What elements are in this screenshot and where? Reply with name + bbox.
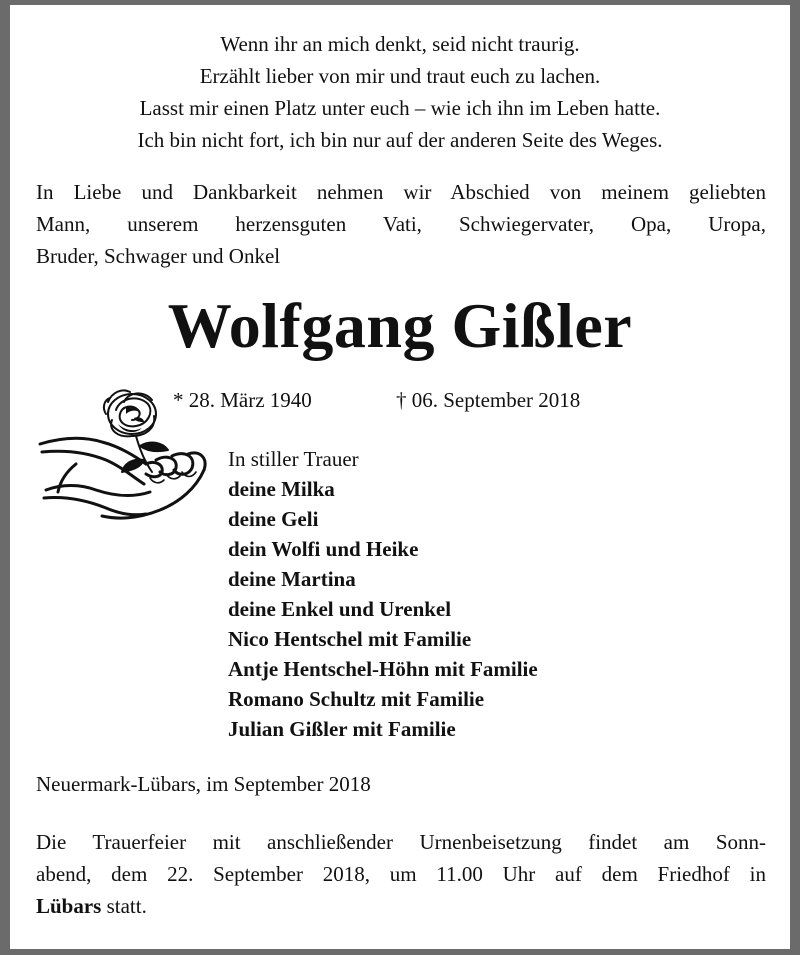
mourner-entry: deine Martina: [228, 567, 356, 591]
service-place: Lübars: [36, 894, 102, 918]
poem-line: Ich bin nicht fort, ich bin nur auf der anderen Seite des Weges.: [137, 128, 663, 152]
mourner-entry: deine Geli: [228, 507, 319, 531]
mourner-entry: deine Milka: [228, 477, 335, 501]
poem: [20, 28, 780, 156]
poem-line: Wenn ihr an mich denkt, seid nicht traurig.: [220, 32, 580, 56]
mourner-entry: Romano Schultz mit Familie: [228, 687, 485, 711]
service-tail: statt.: [101, 894, 147, 918]
intro-line: Bruder, Schwager und Onkel: [36, 244, 281, 268]
mourners-list: [228, 444, 538, 744]
mourner-entry: Nico Hentschel mit Familie: [228, 627, 472, 651]
poem-line: Lasst mir einen Platz unter euch – wie ich ihn im Leben hatte.: [139, 96, 661, 120]
mourning-heading: In stiller Trauer: [228, 447, 359, 471]
intro-line: In Liebe und Dankbarkeit nehmen wir Abschied von meinem geliebten: [36, 180, 766, 204]
funeral-service-notice: [36, 826, 766, 922]
intro-text: [36, 176, 766, 272]
mourner-entry: dein Wolfi und Heike: [228, 537, 419, 561]
birth-date: * 28. März 1940: [173, 388, 312, 412]
service-line: Die Trauerfeier mit anschließender Urnenbeisetzung findet am Sonn-: [36, 830, 766, 854]
place-date: Neuermark-Lübars, im September 2018: [36, 772, 371, 796]
service-line-last: [36, 890, 766, 922]
service-line: abend, dem 22. September 2018, um 11.00 Uhr auf dem Friedhof in: [36, 862, 766, 886]
mourner-entry: deine Enkel und Urenkel: [228, 597, 452, 621]
mourner-entry: Julian Gißler mit Familie: [228, 717, 456, 741]
deceased-name: Wolfgang Gißler: [167, 290, 633, 361]
poem-line: Erzählt lieber von mir und traut euch zu lachen.: [199, 64, 601, 88]
mourner-entry: Antje Hentschel-Höhn mit Familie: [228, 657, 538, 681]
intro-line: Mann, unserem herzensguten Vati, Schwiegervater, Opa, Uropa,: [36, 212, 766, 236]
death-date: † 06. September 2018: [396, 388, 581, 412]
